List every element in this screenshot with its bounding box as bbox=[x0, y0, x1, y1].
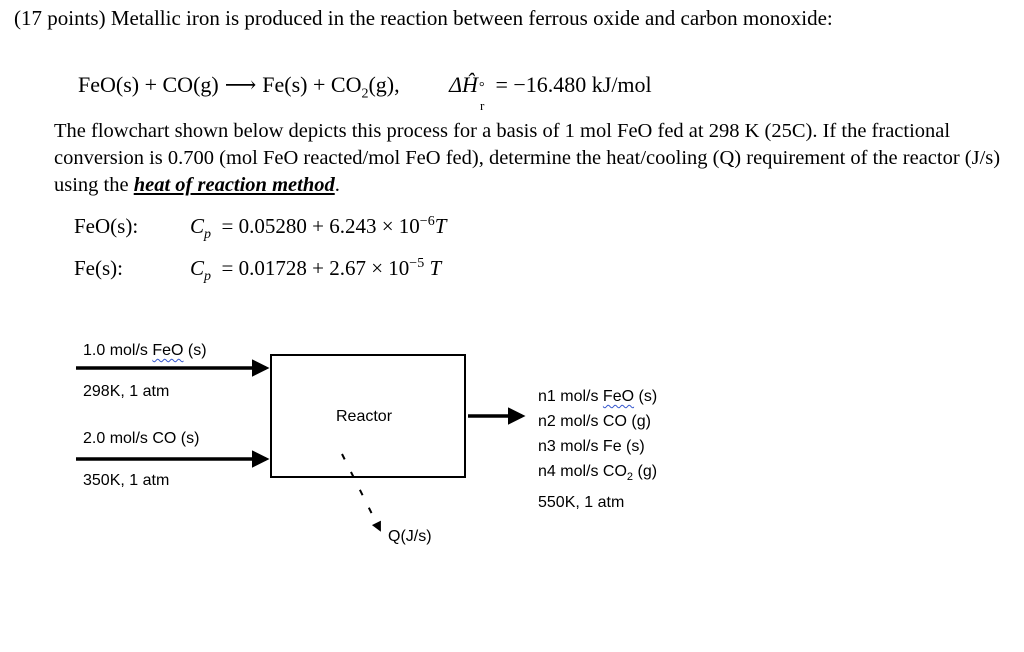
heat-arrow bbox=[342, 454, 380, 530]
cp-equation-feo: FeO(s): $C_p = 0.05280 + 6.243 \times 10^{-6}T$ bbox=[74, 214, 447, 243]
inlet2-conditions: 350K, 1 atm bbox=[83, 472, 170, 489]
inlet1-conditions: 298K, 1 atm bbox=[83, 383, 170, 400]
heat-of-reaction-method: heat of reaction method bbox=[133, 174, 335, 196]
cp-equation-fe: Fe(s): $C_p = 0.01728 + 2.67 \times 10^{-5}$ T bbox=[74, 256, 442, 285]
enthalpy-of-reaction: ΔĤ ° r = −16.480 kJ/mol bbox=[449, 72, 652, 113]
outlet-conditions: 550K, 1 atm bbox=[538, 494, 625, 512]
inlet1-flow: 1.0 mol/s FeO (s) bbox=[83, 342, 207, 359]
problem-title: (17 points) Metallic iron is produced in the reaction between ferrous oxide and carbon monoxide: bbox=[14, 6, 833, 30]
reaction-products: $Fe(s) + CO_2(g)$, bbox=[262, 72, 400, 102]
problem-paragraph: The flowchart shown below depicts this process for a basis of 1 mol FeO fed at 298 K (25C). If the fractional conversion is 0.700 (mol FeO reacted/mol FeO fed), determine the heat/cooling (Q) requirement of the reactor (J/s) using the heat of reaction method. bbox=[54, 120, 1001, 196]
heat-label: Q(J/s) bbox=[388, 528, 432, 545]
reactor-label: Reactor bbox=[336, 408, 393, 425]
outlet-line-4: n4 mol/s $CO_2$ (g) bbox=[538, 463, 658, 484]
inlet2-flow: 2.0 mol/s CO (s) bbox=[83, 430, 200, 447]
outlet-line-3: n3 mol/s Fe (s) bbox=[538, 438, 645, 455]
outlet-line-2: n2 mol/s CO (g) bbox=[538, 413, 651, 430]
outlet-stream bbox=[538, 384, 657, 515]
reaction-arrow-icon: ⟶ bbox=[224, 72, 257, 97]
reaction-reactants: FeO(s) + CO(g) bbox=[78, 72, 219, 97]
outlet-line-1: n1 mol/s FeO (s) bbox=[538, 388, 658, 405]
